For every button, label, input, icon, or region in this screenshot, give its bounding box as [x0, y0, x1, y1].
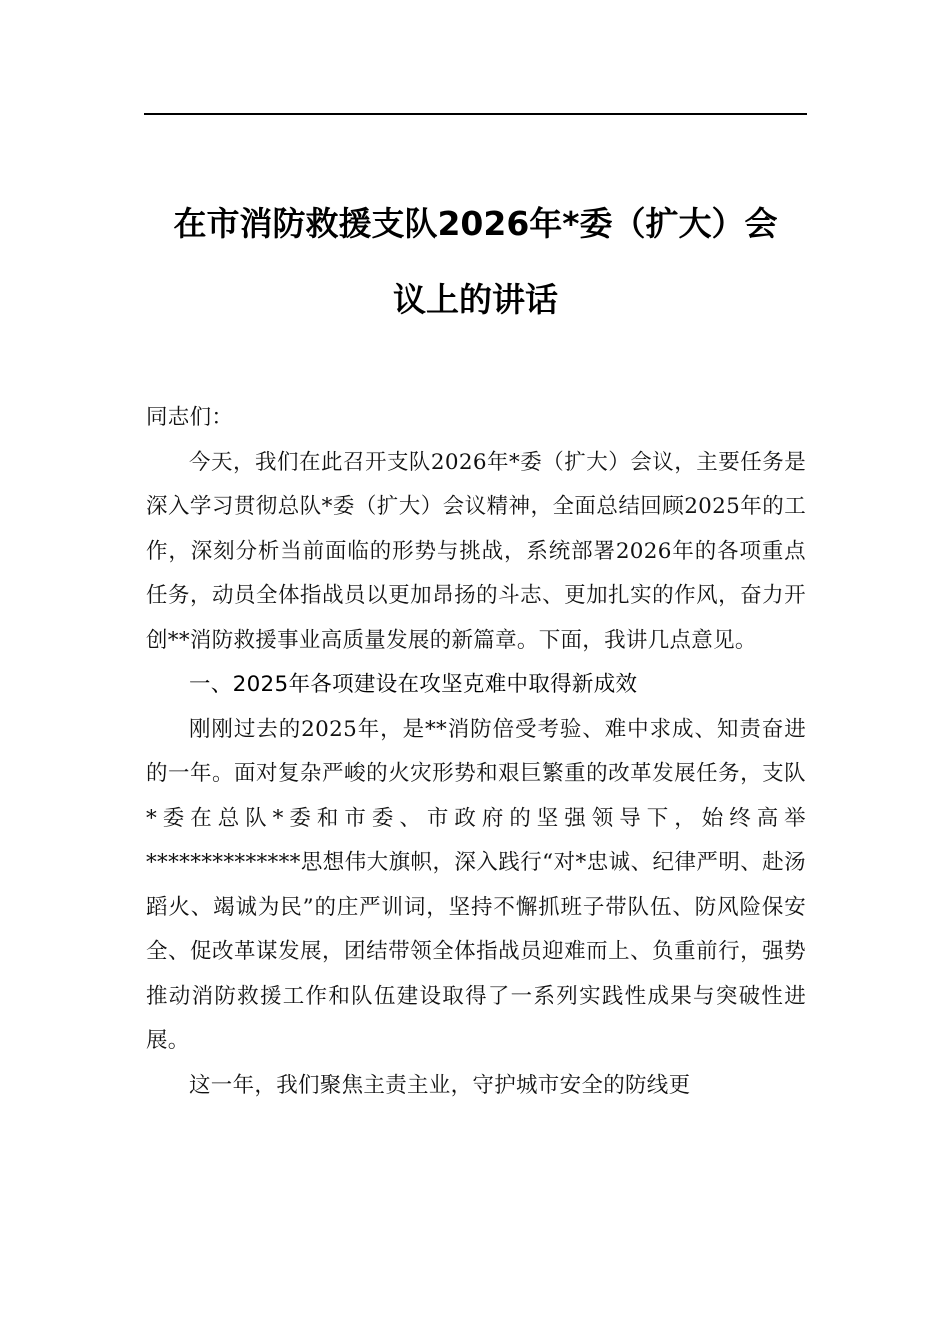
section-heading: 一、2025年各项建设在攻坚克难中取得新成效 [189, 672, 638, 697]
salutation: 同志们： [146, 405, 234, 430]
header-rule [144, 113, 807, 115]
title-line-2: 议上的讲话 [393, 280, 558, 319]
section-paragraph-1: 刚刚过去的2025年，是**消防倍受考验、难中求成、知责奋进的一年。面对复杂严峻的火灾形势和艰巨繁重的改革发展任务，支队*委在总队*委和市委、市政府的坚强领导下，始终高举**************思想伟大旗帜，深入践行“对*忠诚、纪律严明、赴汤蹈火、竭诚为民”的庄严训词，坚持不懈抓班子带队伍、防风险保安全、促改革谋发展，团结带领全体指战员迎难而上、负重前行，强势推动消防救援工作和队伍建设取得了一系列实践性成果与突破性进展。 [146, 716, 806, 1053]
document-body [146, 396, 806, 1108]
title-line-1: 在市消防救援支队2026年*委（扩大）会 [173, 204, 778, 243]
section-paragraph-2: 这一年，我们聚焦主责主业，守护城市安全的防线更 [189, 1072, 691, 1098]
intro-paragraph: 今天，我们在此召开支队2026年*委（扩大）会议，主要任务是深入学习贯彻总队*委（扩大）会议精神，全面总结回顾2025年的工作，深刻分析当前面临的形势与挑战，系统部署2026年的各项重点任务，动员全体指战员以更加昂扬的斗志、更加扎实的作风，奋力开创**消防救援事业高质量发展的新篇章。下面，我讲几点意见。 [146, 449, 806, 653]
document-title [144, 186, 807, 338]
